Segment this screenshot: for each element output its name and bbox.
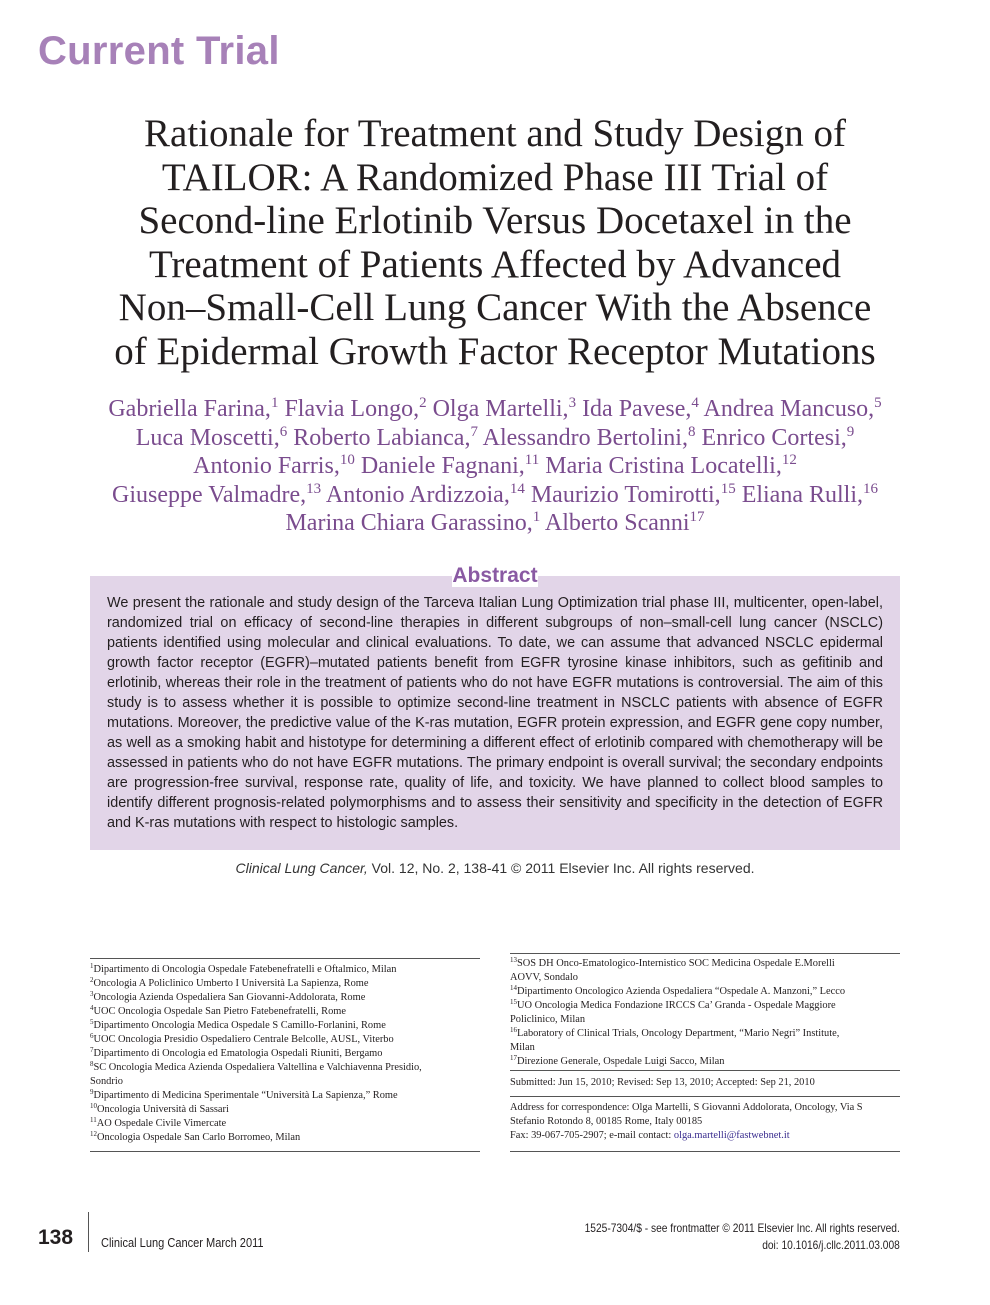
author-affiliation-ref: 10 [339,452,355,468]
abstract-heading-text: Abstract [452,564,538,587]
journal-citation [90,860,900,876]
correspondence-address-continued: Stefanio Rotondo 8, 00185 Rome, Italy 00185 [510,1116,703,1127]
author-affiliation-ref: 11 [524,452,540,468]
title-line: Treatment of Patients Affected by Advanced [148,242,842,286]
author-name: Eliana Rulli, [741,481,863,508]
author-line [60,481,930,510]
author-line [60,395,930,424]
section-label: Current Trial [38,29,280,73]
divider [510,1151,900,1152]
author-affiliation-ref: 1 [270,395,279,411]
divider [90,958,480,959]
affiliation-item: $^{13}$SOS DH Onco-Ematologico-Internistico SOC Medicina Ospedale E.Morelli [510,956,835,969]
affiliation-item-continued: AOVV, Sondalo [510,972,578,983]
author-name: Roberto Labianca, [293,424,471,451]
affiliation-item: $^2$Oncologia A Policlinico Umberto I Università La Sapienza, Rome [90,976,369,989]
author-affiliation-ref: 9 [846,423,855,440]
author-name: Luca Moscetti, [135,424,280,451]
affiliation-item: $^9$Dipartimento di Medicina Sperimentale “Università La Sapienza,” Rome [90,1088,398,1101]
footer-journal: Clinical Lung Cancer March 2011 [101,1235,264,1250]
author-affiliation-ref: 17 [689,509,705,525]
author-name: Antonio Farris, [193,453,340,479]
author-list [60,395,930,538]
citation-journal: Clinical Lung Cancer, [235,860,368,876]
email-link[interactable]: olga.martelli@fastwebnet.it [673,1130,790,1141]
abstract-heading [90,564,900,588]
author-name: Maria Cristina Locatelli, [545,453,782,479]
author-name: Alessandro Bertolini, [482,424,688,451]
divider [90,1151,480,1152]
citation-details: Vol. 12, No. 2, 138-41 © 2011 Elsevier Inc. All rights reserved. [367,860,755,876]
correspondence-contact: Fax: 39-067-705-2907; e-mail contact: olga.martelli@fastwebnet.it [510,1130,790,1141]
affiliation-item: $^8$SC Oncologia Medica Azienda Ospedaliera Valtellina e Valchiavenna Presidio, [90,1060,422,1073]
author-line [60,509,930,538]
author-affiliation-ref: 5 [874,395,882,411]
author-name: Daniele Fagnani, [360,453,525,479]
author-line [60,452,930,481]
author-affiliation-ref: 8 [687,423,696,440]
abstract-text: We present the rationale and study design of the Tarceva Italian Lung Optimization trial phase III, multicenter, open-label, randomized trial on efficacy of second-line therapies in different subgroups of non–small-cell lung cancer (NSCLC) patients identified using molecular and clinical evaluations. To date, we can assume that advanced NSCLC epidermal growth factor receptor (EGFR)–mutated patients benefit from EGFR tyrosine kinase inhibitors, such as gefitinib and erlotinib, whereas their role in the treatment of patients who do not have EGFR mutations is controversial. The aim of this study is to assess whether it is possible to optimize second-line treatment in NSCLC patients with absence of EGFR mutations. Moreover, the predictive value of the K-ras mutation, EGFR protein expression, and EGFR gene copy number, as well as a smoking habit and histotype for determining a different effect of erlotinib compared with chemotherapy will be assessed in patients who do not have EGFR mutations. The primary endpoint is overall survival; the secondary endpoints are progression-free survival, response rate, quality of life, and toxicity. We have planned to collect blood samples to identify different prognosis-related polymorphisms and to assess their sensitivity and specificity in the detection of EGFR and K-ras mutations with respect to histologic samples. [107,595,883,831]
title-line: of Epidermal Growth Factor Receptor Mutations [114,329,876,373]
author-name: Gabriella Farina, [108,396,271,422]
article-title [60,112,930,373]
affiliation-item: $^7$Dipartimento di Oncologia ed Ematologia Ospedali Riuniti, Bergamo [90,1046,383,1059]
author-affiliation-ref: 12 [781,452,797,468]
correspondence [510,1101,900,1143]
author-name: Maurizio Tomirotti, [530,481,721,508]
author-name: Andrea Mancuso, [703,396,875,422]
abstract-box [90,564,900,850]
title-line: Rationale for Treatment and Study Design of [144,112,846,155]
author-name: Antonio Ardizzoia, [325,481,510,508]
author-name: Giuseppe Valmadre, [112,481,307,508]
affiliation-item: $^3$Oncologia Azienda Ospedaliera San Giovanni-Addolorata, Rome [90,990,366,1003]
footer-issn: 1525-7304/$ - see frontmatter © 2011 Elsevier Inc. All rights reserved. [584,1221,900,1235]
author-name: Enrico Cortesi, [701,424,847,451]
author-line [60,424,930,453]
footer-meta [585,1220,900,1254]
title-line: Second-line Erlotinib Versus Docetaxel in the [138,199,852,242]
affiliation-item-continued: Milan [510,1042,535,1053]
divider [510,953,900,954]
affiliation-item: $^{15}$UO Oncologia Medica Fondazione IRCCS Ca’ Granda - Ospedale Maggiore [510,998,836,1011]
affiliation-item: $^{11}$AO Ospedale Civile Vimercate [90,1116,227,1129]
title-line: TAILOR: A Randomized Phase III Trial of [161,155,829,199]
author-affiliation-ref: 2 [419,395,427,411]
author-name: Flavia Longo, [284,396,420,422]
author-affiliation-ref: 13 [306,480,322,497]
correspondence-address: Address for correspondence: Olga Martelli, S Giovanni Addolorata, Oncology, Via S [510,1102,863,1113]
author-affiliation-ref: 3 [568,395,577,411]
author-name: Alberto Scanni [544,510,690,536]
footer-doi: doi: 10.1016/j.cllc.2011.03.008 [762,1238,900,1252]
affiliation-item-continued: Sondrio [90,1076,123,1087]
divider [510,1096,900,1097]
author-affiliation-ref: 1 [532,509,541,525]
divider [510,1070,900,1071]
author-affiliation-ref: 15 [720,480,736,497]
author-affiliation-ref: 16 [863,480,878,497]
affiliations-right [510,957,900,1069]
author-name: Marina Chiara Garassino, [285,510,533,536]
affiliation-item: $^{17}$Direzione Generale, Ospedale Luigi Sacco, Milan [510,1054,725,1067]
affiliation-item-continued: Policlinico, Milan [510,1014,586,1025]
affiliation-item: $^4$UOC Oncologia Ospedale San Pietro Fatebenefratelli, Rome [90,1004,346,1017]
author-affiliation-ref: 14 [509,480,525,497]
affiliation-item: $^{10}$Oncologia Università di Sassari [90,1102,229,1115]
affiliation-item: $^{12}$Oncologia Ospedale San Carlo Borromeo, Milan [90,1130,301,1143]
affiliation-item: $^1$Dipartimento di Oncologia Ospedale Fatebenefratelli e Oftalmico, Milan [90,962,397,975]
affiliations-left [90,963,480,1145]
affiliation-item: $^5$Dipartimento Oncologia Medica Ospedale S Camillo-Forlanini, Rome [90,1018,386,1031]
submission-dates: Submitted: Jun 15, 2010; Revised: Sep 13, 2010; Accepted: Sep 21, 2010 [510,1077,815,1088]
author-affiliation-ref: 7 [470,423,478,440]
affiliation-item: $^{16}$Laboratory of Clinical Trials, Oncology Department, “Mario Negri” Institute, [510,1026,840,1039]
author-affiliation-ref: 4 [691,395,699,411]
author-affiliation-ref: 6 [279,423,288,440]
affiliation-item: $^6$UOC Oncologia Presidio Ospedaliero Centrale Belcolle, AUSL, Viterbo [90,1032,394,1045]
title-line: Non–Small-Cell Lung Cancer With the Absence [118,286,872,329]
page-number: 138 [38,1226,74,1249]
author-name: Olga Martelli, [432,396,569,422]
footer-divider [88,1212,89,1252]
author-name: Ida Pavese, [582,396,692,422]
affiliation-item: $^{14}$Dipartimento Oncologico Azienda Ospedaliera “Ospedale A. Manzoni,” Lecco [510,984,846,997]
